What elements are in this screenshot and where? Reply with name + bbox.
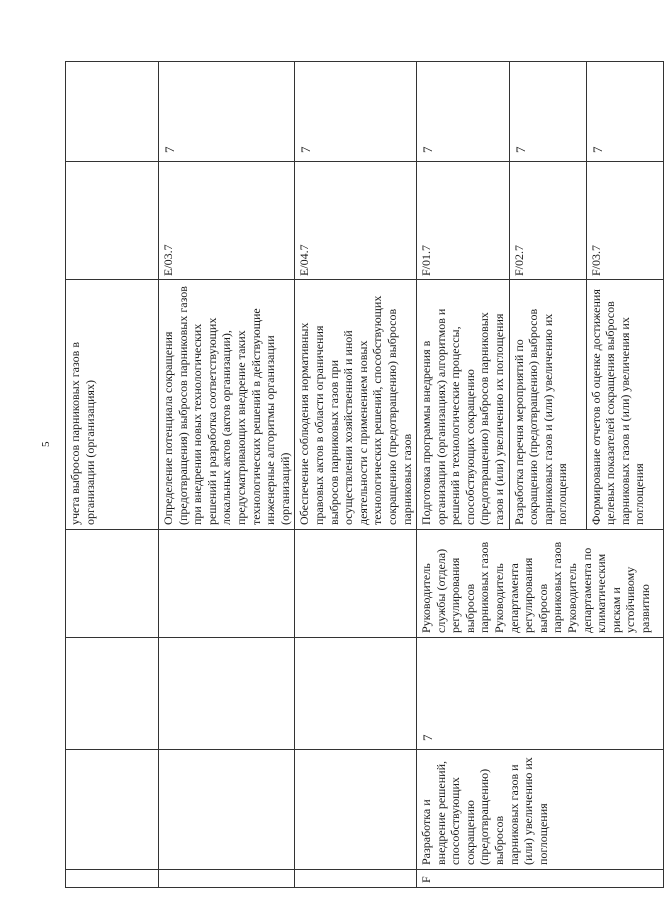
empty-cell [295, 870, 417, 888]
empty-cell [66, 750, 159, 870]
table-row [66, 62, 159, 888]
qualification-level: 7 [586, 62, 663, 162]
empty-cell [66, 162, 159, 280]
group-level: 7 [417, 638, 664, 750]
group-code: F [417, 870, 664, 888]
function-name: Подготовка программы внедрения в организации (организациях) алгоритмов и решений в технологические процессы, способствующих сокращению (предотвращению) выбросов парниковых газов и (или) увеличению их поглощения [417, 280, 510, 530]
empty-cell [66, 530, 159, 638]
function-name: Разработка перечня мероприятий по сокращению (предотвращению) выбросов парниковых газов и (или) увеличению их поглощения [509, 280, 586, 530]
table-row [159, 62, 295, 888]
function-name: Определение потенциала сокращения (предотвращения) выбросов парниковых газов при внедрении новых технологических решений и разработка соответствующих локальных актов (актов организации), предусматривающих внедрение таких технологических решений в действующие инженерные алгоритмы организации (организаций) [159, 280, 295, 530]
function-code: F/01.7 [417, 162, 510, 280]
empty-cell [159, 638, 295, 750]
function-code: F/03.7 [586, 162, 663, 280]
empty-cell [159, 870, 295, 888]
empty-cell [66, 870, 159, 888]
function-code: E/04.7 [295, 162, 417, 280]
function-name: Обеспечение соблюдения нормативных правовых актов в области ограничения выбросов парниковых газов при осуществлении хозяйственной и иной деятельности с применением новых технологических решений, способствующих сокращению (предотвращению) выбросов парниковых газов [295, 280, 417, 530]
table-row [417, 62, 510, 888]
empty-cell [295, 530, 417, 638]
qualification-level: 7 [295, 62, 417, 162]
rotated-table-wrapper [65, 62, 652, 888]
function-continuation: учета выбросов парниковых газов в организации (организациях) [66, 280, 159, 530]
function-code: E/03.7 [159, 162, 295, 280]
page-number: 5 [40, 441, 52, 447]
qualification-level: 7 [159, 62, 295, 162]
function-code: F/02.7 [509, 162, 586, 280]
group-name: Разработка и внедрение решений, способствующих сокращению (предотвращению) выбросов парниковых газов и (или) увеличению их поглощения [417, 750, 664, 870]
group-positions: Руководитель службы (отдела) регулирования выбросов парниковых газов Руководитель департамента регулирования выбросов парниковых газов Руководитель департамента по климатическим рискам и устойчивому развитию [417, 530, 664, 638]
empty-cell [295, 750, 417, 870]
function-name: Формирование отчетов об оценке достижения целевых показателей сокращения выбросов парниковых газов и (или) увеличения их поглощения [586, 280, 663, 530]
qualification-level: 7 [509, 62, 586, 162]
empty-cell [66, 638, 159, 750]
qualification-level: 7 [417, 62, 510, 162]
empty-cell [159, 750, 295, 870]
empty-cell [159, 530, 295, 638]
functions-table [65, 61, 664, 888]
table-row [295, 62, 417, 888]
empty-cell [66, 62, 159, 162]
empty-cell [295, 638, 417, 750]
